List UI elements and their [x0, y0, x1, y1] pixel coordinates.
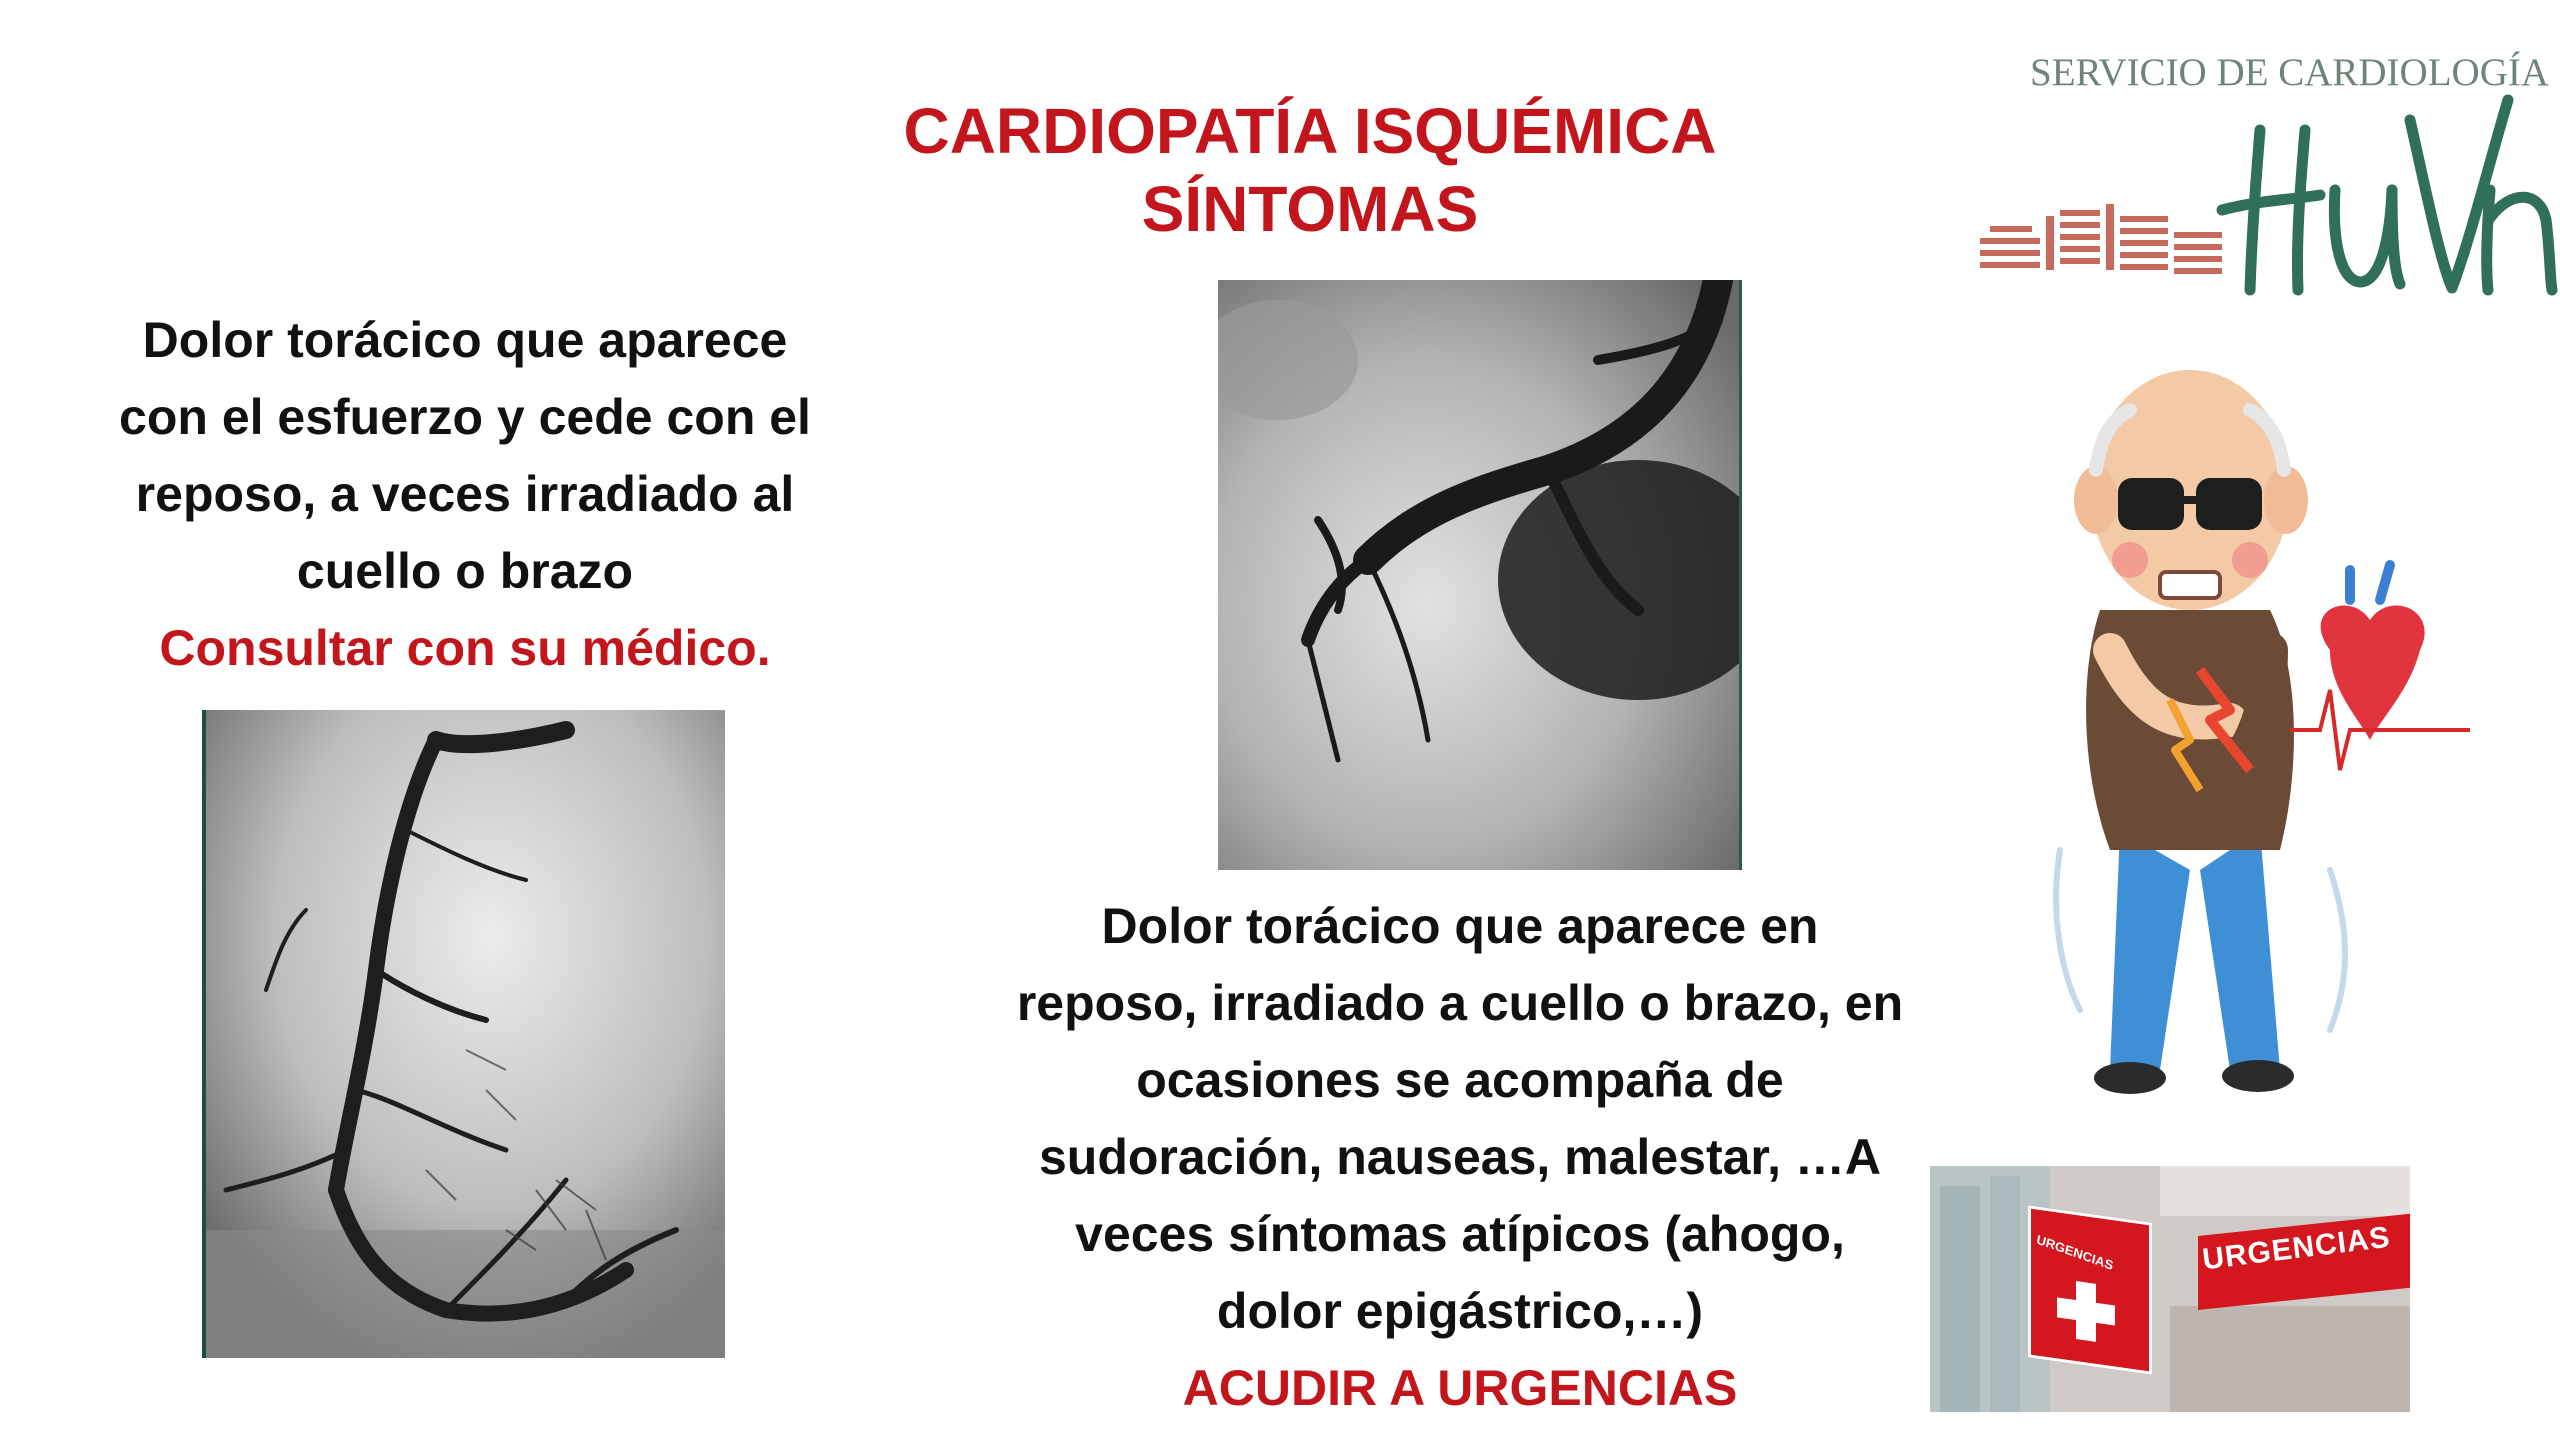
emergency-box-text: URGENCIAS — [2035, 1231, 2115, 1273]
acute-syndrome-line: sudoración, nauseas, malestar, …A — [1039, 1129, 1881, 1185]
medical-cross-icon — [2057, 1278, 2115, 1344]
emergency-cross-box — [2028, 1205, 2152, 1374]
stable-angina-line: reposo, a veces irradiado al — [135, 466, 795, 522]
hospital-logo — [1960, 40, 2560, 310]
acute-syndrome-line: ocasiones se acompaña de — [1136, 1052, 1784, 1108]
stable-angina-line: con el esfuerzo y cede con el — [119, 389, 811, 445]
emergency-sign-text: URGENCIAS — [2200, 1220, 2393, 1277]
angiogram-left-image — [202, 710, 725, 1358]
acute-syndrome-line: veces síntomas atípicos (ahogo, — [1075, 1206, 1845, 1262]
emergency-action-text: ACUDIR A URGENCIAS — [1182, 1360, 1738, 1416]
acute-syndrome-line: dolor epigástrico,…) — [1216, 1283, 1704, 1339]
acute-syndrome-line: reposo, irradiado a cuello o brazo, en — [1016, 975, 1904, 1031]
stable-angina-line: cuello o brazo — [296, 543, 634, 599]
consult-doctor-text: Consultar con su médico. — [159, 620, 771, 676]
chest-pain-cartoon — [2000, 350, 2480, 1110]
angiogram-center-image — [1218, 280, 1742, 870]
stable-angina-line: Dolor torácico que aparece — [142, 312, 788, 368]
emergency-entrance-photo — [1930, 1166, 2410, 1412]
acute-syndrome-text — [980, 888, 1940, 1427]
title-line-1: CARDIOPATÍA ISQUÉMICA — [903, 95, 1717, 167]
logo-caption: SERVICIO DE CARDIOLOGÍA — [2030, 51, 2550, 94]
title-line-2: SÍNTOMAS — [1141, 173, 1479, 245]
acute-syndrome-line: Dolor torácico que aparece en — [1101, 898, 1819, 954]
stable-angina-text — [60, 302, 870, 687]
slide-title — [780, 92, 1840, 248]
